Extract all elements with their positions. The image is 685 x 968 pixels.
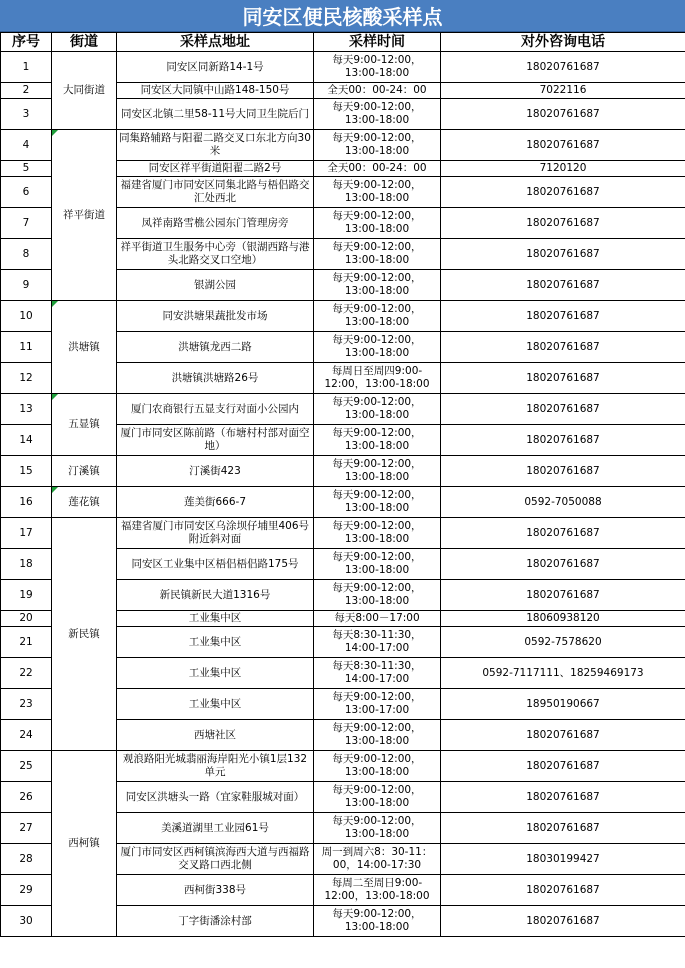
cell-phone: 18020761687: [441, 239, 685, 270]
cell-address: 祥平街道卫生服务中心旁（银湖西路与港头北路交叉口空地）: [117, 239, 314, 270]
cell-phone: 18020761687: [441, 301, 685, 332]
cell-phone: 18020761687: [441, 208, 685, 239]
cell-address: 新民镇新民大道1316号: [117, 580, 314, 611]
table-row: [1, 751, 685, 782]
cell-time: 每天9:00-12:00，13:00-18:00: [314, 394, 441, 425]
cell-time: 每周日至周四9:00-12:00，13:00-18:00: [314, 363, 441, 394]
cell-time: 每天8:30-11:30，14:00-17:00: [314, 658, 441, 689]
cell-address: 西柯街338号: [117, 875, 314, 906]
cell-phone: 18020761687: [441, 363, 685, 394]
cell-time: 周一到周六8：30-11：00，14:00-17:30: [314, 844, 441, 875]
cell-seq: 12: [1, 363, 52, 394]
cell-seq: 1: [1, 52, 52, 83]
cell-seq: 9: [1, 270, 52, 301]
cell-time: 每天9:00-12:00，13:00-18:00: [314, 301, 441, 332]
cell-address: 同安区工业集中区梧侣梧侣路175号: [117, 549, 314, 580]
cell-seq: 7: [1, 208, 52, 239]
cell-address: 莲美街666-7: [117, 487, 314, 518]
cell-time: 每天9:00-12:00，13:00-18:00: [314, 332, 441, 363]
cell-address: 银湖公园: [117, 270, 314, 301]
cell-phone: 18020761687: [441, 875, 685, 906]
cell-address: 厦门市同安区西柯镇滨海西大道与西福路交叉路口西北侧: [117, 844, 314, 875]
cell-address: 厦门市同安区陈前路（布塘村村部对面空地）: [117, 425, 314, 456]
cell-time: 每天9:00-12:00，13:00-18:00: [314, 239, 441, 270]
cell-address: 观浪路阳光城翡丽海岸阳光小镇1层132单元: [117, 751, 314, 782]
cell-seq: 29: [1, 875, 52, 906]
cell-phone: 18060938120: [441, 611, 685, 627]
cell-phone: 18020761687: [441, 394, 685, 425]
cell-phone: 18020761687: [441, 518, 685, 549]
cell-address: 丁字街潘涂村部: [117, 906, 314, 937]
cell-address: 凤祥南路雪樵公园东门管理房旁: [117, 208, 314, 239]
cell-phone: 18020761687: [441, 906, 685, 937]
cell-time: 每天9:00-12:00，13:00-18:00: [314, 549, 441, 580]
cell-address: 洪塘镇龙西二路: [117, 332, 314, 363]
cell-address: 美溪道湖里工业园61号: [117, 813, 314, 844]
cell-seq: 26: [1, 782, 52, 813]
cell-seq: 6: [1, 177, 52, 208]
cell-time: 每天9:00-12:00，13:00-18:00: [314, 580, 441, 611]
cell-address: 福建省厦门市同安区同集北路与梧侣路交汇处西北: [117, 177, 314, 208]
cell-address: 同安洪塘果蔬批发市场: [117, 301, 314, 332]
cell-time: 每天9:00-12:00，13:00-18:00: [314, 456, 441, 487]
cell-seq: 8: [1, 239, 52, 270]
cell-street: 汀溪镇: [52, 456, 117, 487]
cell-seq: 30: [1, 906, 52, 937]
cell-time: 每天9:00-12:00，13:00-18:00: [314, 177, 441, 208]
cell-street: 五显镇: [52, 394, 117, 456]
cell-phone: 18020761687: [441, 580, 685, 611]
cell-time: 每天9:00-12:00，13:00-18:00: [314, 813, 441, 844]
cell-time: 每天9:00-12:00，13:00-18:00: [314, 906, 441, 937]
cell-address: 厦门农商银行五显支行对面小公园内: [117, 394, 314, 425]
cell-phone: 18020761687: [441, 549, 685, 580]
cell-seq: 21: [1, 627, 52, 658]
cell-time: 每天9:00-12:00，13:00-18:00: [314, 518, 441, 549]
cell-phone: 18020761687: [441, 332, 685, 363]
cell-time: 全天00：00-24：00: [314, 161, 441, 177]
cell-seq: 19: [1, 580, 52, 611]
header-time: 采样时间: [314, 33, 441, 52]
cell-time: 每天8:30-11:30，14:00-17:00: [314, 627, 441, 658]
cell-seq: 11: [1, 332, 52, 363]
table-row: [1, 518, 685, 549]
cell-time: 每天9:00-12:00，13:00-17:00: [314, 689, 441, 720]
cell-seq: 2: [1, 83, 52, 99]
cell-address: 洪塘镇洪塘路26号: [117, 363, 314, 394]
cell-seq: 25: [1, 751, 52, 782]
table-row: [1, 487, 685, 518]
header-seq: 序号: [1, 33, 52, 52]
cell-phone: 18020761687: [441, 720, 685, 751]
cell-address: 同安区洪塘头一路（宜家鞋服城对面）: [117, 782, 314, 813]
cell-seq: 16: [1, 487, 52, 518]
cell-seq: 13: [1, 394, 52, 425]
table-row: [1, 456, 685, 487]
cell-time: 每天9:00-12:00，13:00-18:00: [314, 208, 441, 239]
cell-time: 每天9:00-12:00，13:00-18:00: [314, 720, 441, 751]
sampling-sites-table: [0, 32, 685, 937]
cell-address: 福建省厦门市同安区乌涂坝仔埔里406号附近斜对面: [117, 518, 314, 549]
cell-phone: 18020761687: [441, 130, 685, 161]
cell-phone: 18020761687: [441, 270, 685, 301]
cell-street: 祥平街道: [52, 130, 117, 301]
cell-phone: 18020761687: [441, 751, 685, 782]
cell-seq: 24: [1, 720, 52, 751]
cell-address: 工业集中区: [117, 627, 314, 658]
cell-street: 莲花镇: [52, 487, 117, 518]
cell-time: 全天00：00-24：00: [314, 83, 441, 99]
table-row: [1, 130, 685, 161]
header-address: 采样点地址: [117, 33, 314, 52]
cell-phone: 18020761687: [441, 456, 685, 487]
cell-address: 同安区祥平街道阳翟二路2号: [117, 161, 314, 177]
cell-phone: 18020761687: [441, 782, 685, 813]
cell-address: 同安区同新路14-1号: [117, 52, 314, 83]
cell-seq: 3: [1, 99, 52, 130]
cell-phone: 0592-7050088: [441, 487, 685, 518]
cell-address: 工业集中区: [117, 658, 314, 689]
cell-address: 汀溪街423: [117, 456, 314, 487]
cell-time: 每天9:00-12:00，13:00-18:00: [314, 270, 441, 301]
cell-phone: 7022116: [441, 83, 685, 99]
cell-seq: 10: [1, 301, 52, 332]
cell-time: 每天9:00-12:00，13:00-18:00: [314, 52, 441, 83]
cell-time: 每天9:00-12:00，13:00-18:00: [314, 425, 441, 456]
cell-phone: 18020761687: [441, 99, 685, 130]
header-phone: 对外咨询电话: [441, 33, 685, 52]
cell-seq: 5: [1, 161, 52, 177]
cell-time: 每周二至周日9:00-12:00，13:00-18:00: [314, 875, 441, 906]
cell-address: 同安区北镇二里58-11号大同卫生院后门: [117, 99, 314, 130]
cell-seq: 4: [1, 130, 52, 161]
cell-seq: 27: [1, 813, 52, 844]
cell-phone: 18020761687: [441, 177, 685, 208]
header-street: 街道: [52, 33, 117, 52]
cell-phone: 18950190667: [441, 689, 685, 720]
cell-phone: 18030199427: [441, 844, 685, 875]
cell-time: 每天9:00-12:00，13:00-18:00: [314, 487, 441, 518]
cell-seq: 14: [1, 425, 52, 456]
cell-seq: 15: [1, 456, 52, 487]
cell-time: 每天8:00－17:00: [314, 611, 441, 627]
cell-phone: 7120120: [441, 161, 685, 177]
cell-address: 同安区大同镇中山路148-150号: [117, 83, 314, 99]
cell-address: 工业集中区: [117, 689, 314, 720]
cell-address: 工业集中区: [117, 611, 314, 627]
page-title: 同安区便民核酸采样点: [0, 0, 685, 32]
cell-seq: 22: [1, 658, 52, 689]
header-row: [1, 33, 685, 52]
cell-phone: 18020761687: [441, 813, 685, 844]
cell-street: 西柯镇: [52, 751, 117, 937]
cell-phone: 18020761687: [441, 52, 685, 83]
cell-time: 每天9:00-12:00，13:00-18:00: [314, 130, 441, 161]
table-row: [1, 394, 685, 425]
table-row: [1, 301, 685, 332]
cell-street: 大同街道: [52, 52, 117, 130]
cell-time: 每天9:00-12:00，13:00-18:00: [314, 751, 441, 782]
cell-phone: 0592-7117111、18259469173: [441, 658, 685, 689]
cell-seq: 23: [1, 689, 52, 720]
cell-time: 每天9:00-12:00，13:00-18:00: [314, 782, 441, 813]
table-row: [1, 52, 685, 83]
cell-street: 新民镇: [52, 518, 117, 751]
cell-phone: 18020761687: [441, 425, 685, 456]
cell-street: 洪塘镇: [52, 301, 117, 394]
cell-time: 每天9:00-12:00，13:00-18:00: [314, 99, 441, 130]
cell-seq: 20: [1, 611, 52, 627]
cell-seq: 18: [1, 549, 52, 580]
cell-seq: 17: [1, 518, 52, 549]
cell-address: 西塘社区: [117, 720, 314, 751]
cell-address: 同集路辅路与阳翟二路交叉口东北方向30米: [117, 130, 314, 161]
cell-seq: 28: [1, 844, 52, 875]
cell-phone: 0592-7578620: [441, 627, 685, 658]
